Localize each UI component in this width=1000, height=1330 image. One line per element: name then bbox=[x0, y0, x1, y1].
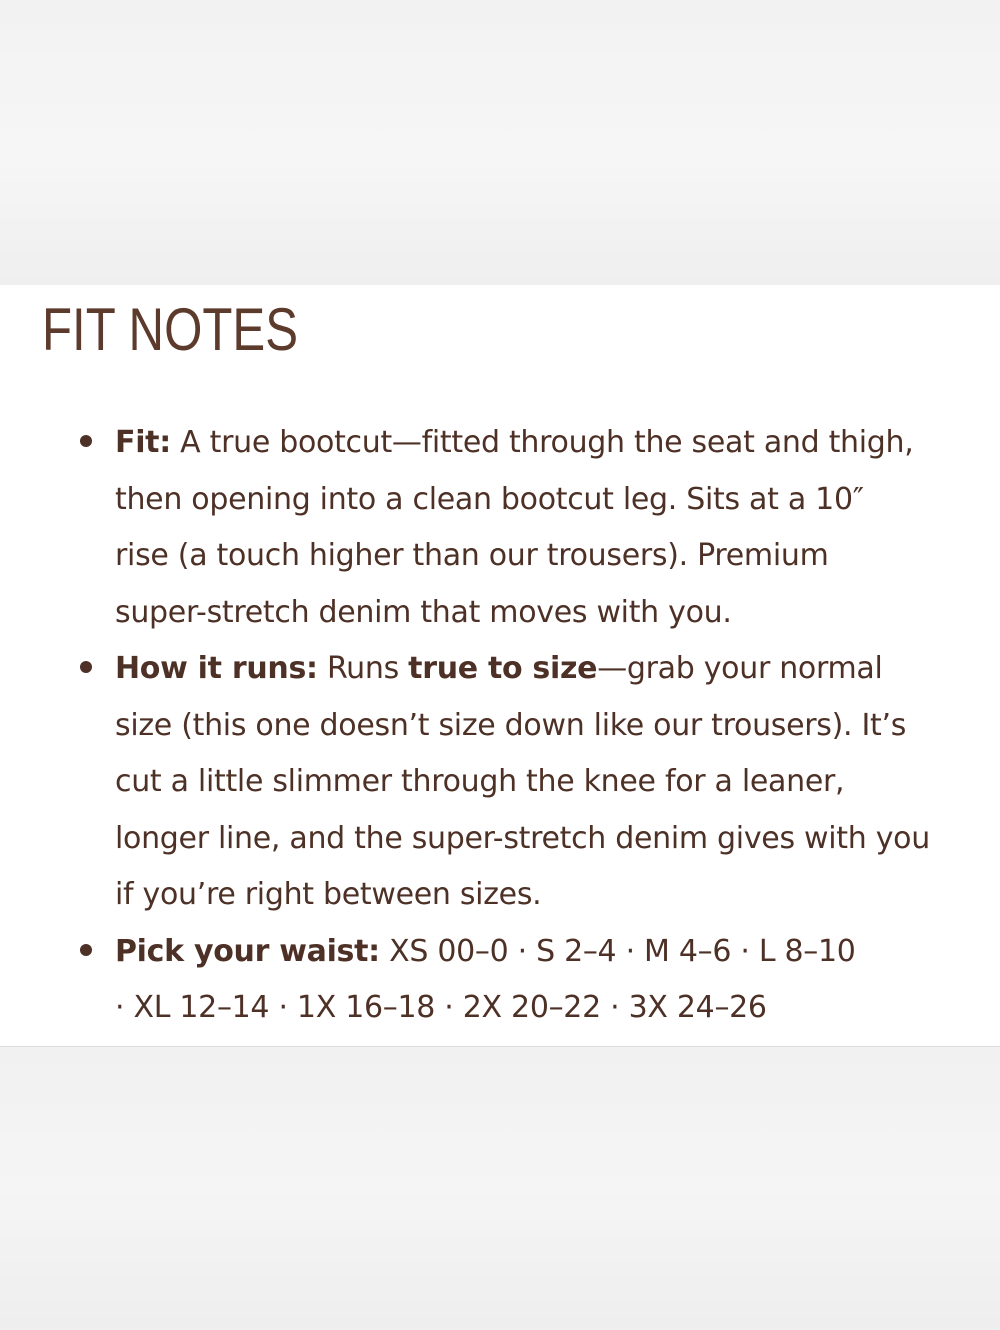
background-top bbox=[0, 0, 1000, 285]
note-text: Runs bbox=[317, 651, 409, 686]
background-bottom bbox=[0, 1047, 1000, 1330]
note-line: super-stretch denim that moves with you. bbox=[115, 594, 732, 630]
note-line: cut a little slimmer through the knee for a leaner, bbox=[115, 764, 845, 799]
fit-notes-panel bbox=[0, 285, 1000, 1047]
note-line: if you’re right between sizes. bbox=[115, 877, 542, 912]
note-line bbox=[115, 415, 970, 472]
bullet-icon bbox=[80, 944, 92, 956]
note-line bbox=[115, 641, 970, 698]
list-item-pick-your-waist bbox=[80, 924, 970, 1037]
note-text: XS 00–0 · S 2–4 · M 4–6 · L 8–10 bbox=[379, 933, 856, 969]
note-label: Fit: bbox=[115, 425, 171, 460]
note-line: · XL 12–14 · 1X 16–18 · 2X 20–22 · 3X 24–26 bbox=[115, 990, 767, 1025]
page-title: FIT NOTES bbox=[42, 296, 299, 363]
bullet-icon bbox=[80, 435, 92, 447]
bullet-icon bbox=[80, 661, 92, 673]
note-line: longer line, and the super-stretch denim gives with you bbox=[115, 820, 930, 856]
note-line: size (this one doesn’t size down like our trousers). It’s bbox=[115, 707, 907, 743]
note-label: How it runs: bbox=[115, 651, 318, 686]
note-label: Pick your waist: bbox=[115, 933, 380, 969]
note-line: then opening into a clean bootcut leg. Sits at a 10″ bbox=[115, 481, 864, 517]
note-line bbox=[115, 924, 970, 981]
note-emphasis: true to size bbox=[408, 651, 598, 686]
fit-notes-list bbox=[80, 415, 970, 1037]
note-text: —grab your normal bbox=[597, 651, 883, 686]
note-line: rise (a touch higher than our trousers). Premium bbox=[115, 538, 829, 573]
list-item-fit bbox=[80, 415, 970, 641]
list-item-how-it-runs bbox=[80, 641, 970, 924]
note-text: A true bootcut—fitted through the seat and thigh, bbox=[170, 425, 914, 460]
